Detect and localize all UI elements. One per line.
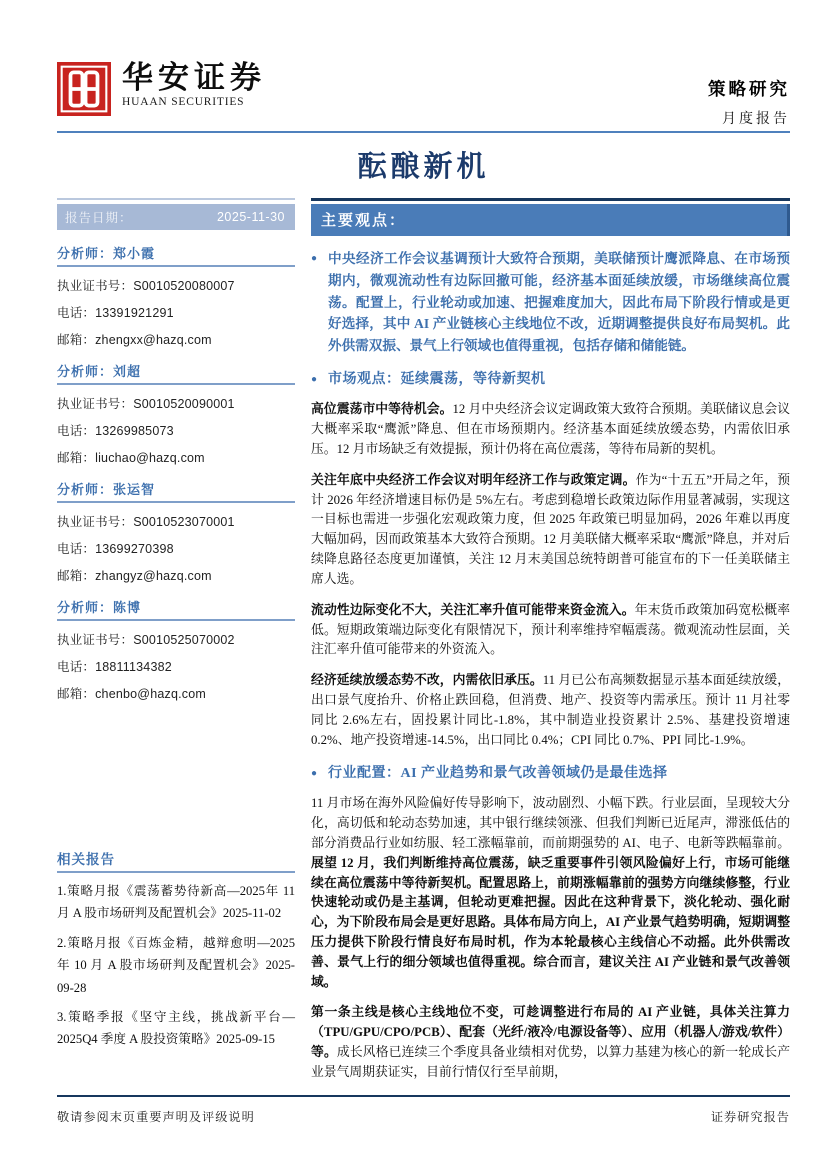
analyst-cert: 执业证书号：S0010523070001: [57, 515, 235, 529]
analyst-cert: 执业证书号：S0010520090001: [57, 397, 235, 411]
analyst-name: 分析师：张运智: [57, 479, 295, 503]
paragraph-rest: 作为“十五五”开局之年，预计 2026 年经济增速目标仍是 5%左右。考虑到稳增长政策边际作用显著减弱，实现这一目标也需进一步强化宏观政策力度，但 2025 年政策已明显加码，2026 年难以再度大幅加码，因而政策基本大致符合预期。12 月美联储大概率采取“鹰派”降息，并对后续降息路径态度更加谨慎，关注 12 月末美国总统特朗普可能宣布的下一任美联储主席人选。: [311, 472, 790, 586]
report-type-block: [708, 62, 790, 128]
report-subtype-label: 月度报告: [722, 112, 790, 127]
report-type-label: 策略研究: [708, 79, 790, 99]
paragraph-rest: 展望 12 月，我们判断维持高位震荡，缺乏重要事件引领风险偏好上行，市场可能继续在高位震荡中等待新契机。配置思路上，前期涨幅靠前的强势方向继续修整，行业快速轮动或仍是主基调，但轮动更难把握。因此在这种背景下，淡化轮动、强化耐心，为下阶段布局会是更好思路。具体布局方向上，AI 产业景气趋势明确，短期调整压力提供下阶段行情良好布局时机，作为本轮最核心主线信心不动摇。此外供需改善、景气上行的细分领域也值得重视。综合而言，建议关注 AI 产业链和景气改善领域。: [311, 855, 790, 989]
paragraph-lead: 流动性边际变化不大，关注汇率升值可能带来资金流入。: [311, 602, 635, 617]
analyst-phone: 电话：13699270398: [57, 542, 174, 556]
analyst-phone: 电话：18811134382: [57, 660, 172, 674]
main-top-divider: [311, 198, 790, 201]
analyst-email: 邮箱：chenbo@hazq.com: [57, 687, 206, 701]
analyst-phone: 电话：13269985073: [57, 424, 174, 438]
key-point-paragraph: [311, 248, 790, 357]
paragraph-lead: 11 月市场在海外风险偏好传导影响下，波动剧烈、小幅下跌。行业层面，呈现较大分化，高切低和轮动态势加速，其中银行继续领涨、但我们判断已近尾声，滞涨低估的部分消费品行业如纺服、轻工涨幅靠前，而前期强势的 AI、电子、电新等跌幅靠前。: [311, 796, 790, 850]
analyst-name: 分析师：陈博: [57, 597, 295, 621]
huaan-logo-icon: [57, 62, 111, 121]
page-title: 酝酿新机: [357, 151, 490, 183]
section-heading-industry-allocation: [311, 764, 790, 784]
paragraph-rest: 年末货币政策加码宽松概率低。短期政策端边际变化有限情况下，预计利率维持窄幅震荡。微观流动性层面，关注汇率升值可能带来的外资流入。: [311, 602, 790, 657]
key-point-text: 中央经济工作会议基调预计大致符合预期，美联储预计鹰派降息、在市场预期内，微观流动性有边际回撤可能，经济基本面延续放缓，市场继续高位震荡。配置上，行业轮动或加速、把握难度加大，因此布局下阶段行情或是更好选择，其中 AI 产业链核心主线地位不改，近期调整提供良好布局契机。此外供需双振、景气上行领域也值得重视，包括存储和储能链。: [328, 251, 790, 353]
related-reports-title: 相关报告: [57, 848, 295, 873]
analyst-block: [57, 479, 295, 584]
analyst-email: 邮箱：zhangyz@hazq.com: [57, 569, 212, 583]
related-report-item: 1.策略月报《震荡蓄势待新高—2025年 11 月 A 股市场研判及配置机会》2025-11-02: [57, 884, 295, 921]
brand: [57, 62, 266, 121]
section-heading-text: 行业配置：AI 产业趋势和景气改善领域仍是最佳选择: [328, 765, 668, 781]
paragraph: [311, 400, 790, 459]
footer-disclaimer: 敬请参阅末页重要声明及评级说明: [57, 1110, 255, 1124]
content: [57, 198, 790, 1096]
main-column: [311, 198, 790, 1096]
brand-name-cn: 华安证券: [122, 60, 266, 95]
analyst-phone: 电话：13391921291: [57, 306, 174, 320]
brand-name-en: HUAAN SECURITIES: [122, 95, 245, 108]
paragraph: [311, 471, 790, 590]
related-report-item: 3.策略季报《坚守主线，挑战新平台—2025Q4 季度 A 股投资策略》2025-09-15: [57, 1010, 295, 1047]
paragraph-rest: 11 月已公布高频数据显示基本面延续放缓，出口景气度抬升、价格止跌回稳，但消费、地产、投资等内需承压。预计 11 月社零同比 2.6%左右，固投累计同比-1.8%，其中制造业投资累计 2.5%、基建投资增速 0.2%、地产投资增速-14.5%，出口同比 0.4%；CPI 同比 0.7%、PPI 同比-1.9%。: [311, 673, 790, 747]
bullet-dot-icon: ●: [311, 767, 318, 779]
brand-text: [122, 62, 266, 108]
bullet-dot-icon: ●: [311, 253, 318, 264]
analyst-cert: 执业证书号：S0010520080007: [57, 279, 235, 293]
footer-divider: [57, 1095, 790, 1097]
key-points-banner: 主要观点：: [311, 204, 790, 236]
sidebar: [57, 198, 295, 1096]
paragraph-lead: 经济延续放缓态势不改，内需依旧承压。: [311, 673, 543, 688]
analyst-block: [57, 597, 295, 702]
header: [57, 62, 790, 128]
paragraph-lead: 高位震荡市中等待机会。: [311, 402, 453, 417]
report-date-label: 报告日期：: [65, 211, 133, 225]
paragraph: [311, 1003, 790, 1082]
paragraph-lead: 关注年底中央经济工作会议对明年经济工作与政策定调。: [311, 472, 636, 487]
sidebar-top-divider: [57, 198, 295, 200]
section-heading-market-view: [311, 370, 790, 390]
report-date-banner: [57, 204, 295, 230]
bullet-dot-icon: ●: [311, 373, 318, 385]
related-reports: [57, 848, 295, 1051]
footer-report-type: 证券研究报告: [710, 1110, 790, 1124]
footer: [57, 1095, 790, 1125]
paragraph: [311, 794, 790, 992]
analyst-cert: 执业证书号：S0010525070002: [57, 633, 235, 647]
paragraph: [311, 671, 790, 750]
paragraph-lead: 第一条主线是核心主线地位不变，可趁调整进行布局的 AI 产业链，具体关注算力（TPU/GPU/CPO/PCB）、配套（光纤/液冷/电源设备等）、应用（机器人/游戏/软件）等。: [311, 1005, 790, 1060]
paragraph-rest: 成长风格已连续三个季度具备业绩相对优势，以算力基建为核心的新一轮成长产业景气周期获证实，目前行情仅行至早前期，: [311, 1045, 790, 1079]
section-heading-text: 市场观点：延续震荡，等待新契机: [328, 371, 546, 387]
paragraph-rest: 12 月中央经济会议定调政策大致符合预期。美联储议息会议大概率采取“鹰派”降息、但在市场预期内。经济基本面延续放缓态势，内需依旧承压。12 月市场缺乏有效提振，预计仍将在高位震荡，等待布局新的契机。: [311, 402, 790, 456]
analyst-email: 邮箱：liuchao@hazq.com: [57, 451, 205, 465]
footer-text-row: [57, 1108, 790, 1125]
related-report-item: 2.策略月报《百炼金精，越辩愈明—2025 年 10 月 A 股市场研判及配置机会》2025-09-28: [57, 935, 295, 995]
analyst-name: 分析师：郑小霞: [57, 243, 295, 267]
analyst-email: 邮箱：zhengxx@hazq.com: [57, 333, 212, 347]
analyst-block: [57, 243, 295, 348]
analyst-name: 分析师：刘超: [57, 361, 295, 385]
analyst-block: [57, 361, 295, 466]
paragraph: [311, 601, 790, 660]
report-date-value: 2025-11-30: [216, 210, 285, 224]
header-divider: [57, 131, 790, 133]
